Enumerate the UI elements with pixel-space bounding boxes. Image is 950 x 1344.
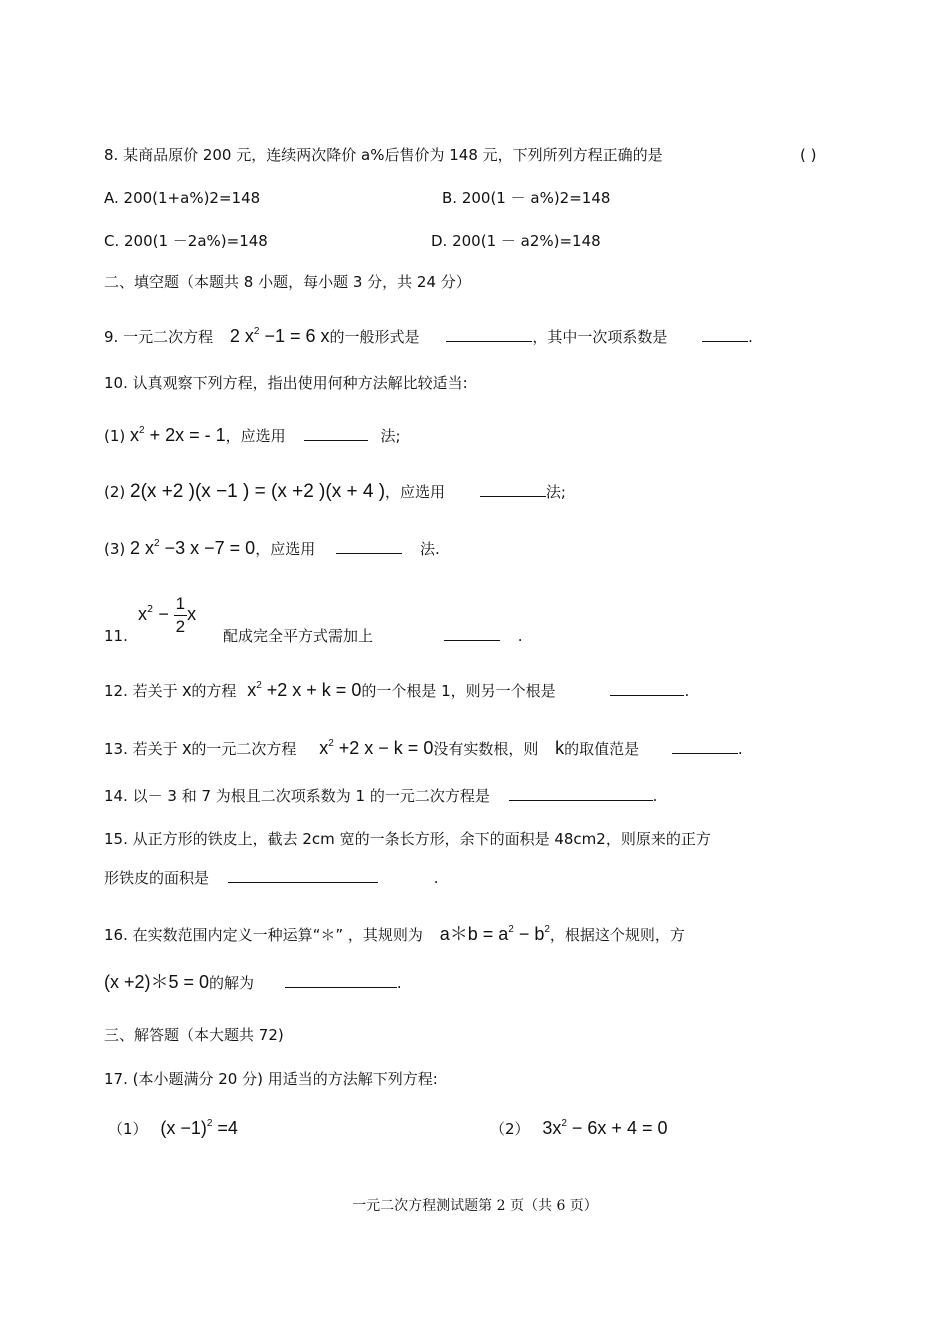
q9-text-form: 的一般形式是: [329, 328, 420, 346]
q16-text2: 的解为: [209, 974, 255, 992]
section-answer-heading: 三、解答题（本大题共 72): [104, 1026, 284, 1044]
q10-part1-end: 法;: [380, 427, 401, 445]
q11-label: 11.: [104, 627, 128, 645]
q12-label: 12. 若关于: [104, 682, 178, 700]
q16-text1: 16. 在实数范围内定义一种运算“＊” ，其规则为: [104, 926, 423, 944]
q15-line2: [104, 868, 439, 888]
q12-line: [104, 680, 689, 704]
q10-part2-equation: 2(x +2 )(x −1 ) = (x +2 )(x + 4 ): [130, 481, 386, 502]
q17-part1: [108, 1118, 238, 1142]
q10-part3-end: 法.: [419, 540, 440, 558]
q14-blank: [509, 786, 653, 801]
q9-blank-general-form: [446, 327, 532, 342]
q10-part2-end: 法;: [545, 483, 566, 501]
q10-part1-label: (1): [104, 427, 126, 445]
q9-end: .: [748, 328, 753, 346]
q17-part2-label: （2）: [490, 1120, 530, 1138]
q14-line: [104, 786, 657, 806]
q17-part1-label: （1）: [108, 1120, 148, 1138]
q10-part3-label: (3): [104, 540, 126, 558]
section-fill-blank-heading: 二、填空题（本题共 8 小题，每小题 3 分，共 24 分）: [104, 273, 471, 291]
q8-option-c: C. 200(1 －2a%)=148: [104, 232, 268, 250]
q10-stem: 10. 认真观察下列方程，指出使用何种方法解比较适当:: [104, 374, 468, 392]
q17-part1-equation: $(x -1)^2 =4$: [160, 1118, 238, 1138]
q12-end: .: [684, 682, 690, 700]
q10-part3-text: ，应选用: [255, 540, 316, 558]
q17-stem: 17. (本小题满分 20 分) 用适当的方法解下列方程:: [104, 1070, 438, 1088]
q11-text-line: [223, 626, 523, 646]
q10-part3: [104, 538, 440, 562]
q10-part3-equation: 2 $x^2 -3$ x −7 = 0: [130, 538, 256, 558]
q10-part1-text: ，应选用: [225, 427, 286, 445]
q8-stem: 8. 某商品原价 200 元，连续两次降价 a%后售价为 148 元，下列所列方程正确的是: [104, 146, 663, 164]
q16-line2: [104, 972, 402, 993]
q14-text: 14. 以－ 3 和 7 为根且二次项系数为 1 的一元二次方程是: [104, 787, 490, 805]
q15-end: .: [433, 869, 439, 887]
q12-text2: 的一个根是 1，则另一个根是: [361, 682, 556, 700]
q12-text1: 的方程: [191, 682, 237, 700]
q13-text3: 的取值范是: [564, 740, 640, 758]
q10-part3-blank: [336, 539, 402, 554]
q13-blank: [672, 739, 738, 754]
q15-text: 形铁皮的面积是: [104, 869, 210, 887]
q15-blank: [228, 868, 378, 883]
q13-line: [104, 738, 743, 762]
q16-equation: (x +2)＊5 = 0: [104, 972, 210, 992]
q13-label: 13. 若关于: [104, 740, 178, 758]
q11-end: .: [517, 627, 523, 645]
q14-end: .: [652, 787, 658, 805]
q10-part1: [104, 425, 401, 449]
q10-part2-blank: [480, 482, 546, 497]
q13-var: x: [182, 738, 192, 758]
q16-line1: [104, 924, 685, 948]
q13-var-k: k: [555, 738, 565, 758]
q11-expression: $x^2$ − $\frac{1}{2}$ x: [138, 594, 197, 636]
q11-text: 配成完全平方式需加上: [223, 627, 374, 645]
q17-part2-equation: $3x^2 - 6x + 4 = 0$: [542, 1118, 668, 1138]
q9-label: 9. 一元二次方程: [104, 328, 214, 346]
q17-part2: [490, 1118, 667, 1142]
q10-part2-text: ，应选用: [385, 483, 446, 501]
q10-part2: [104, 482, 566, 502]
q10-part1-equation: $x^2 + 2x$ = - 1: [130, 425, 226, 445]
q12-var: x: [182, 680, 192, 700]
q15-line1: 15. 从正方形的铁皮上，截去 2cm 宽的一条长方形，余下的面积是 48cm2，则原来的正方: [104, 830, 711, 848]
q11-blank: [444, 626, 500, 641]
q13-text2: 没有实数根，则: [433, 740, 539, 758]
q12-equation: $x^2 +2$ x + k = 0: [247, 680, 362, 700]
q11-fraction: $\frac{1}{2}$: [175, 594, 186, 636]
q9-line: [104, 326, 753, 350]
q8-option-a: A. 200(1+a%)2=148: [104, 189, 261, 207]
q8-answer-paren: ( ): [800, 146, 817, 164]
q16-blank: [285, 973, 397, 988]
q9-equation: 2 $x^2 -1 = 6$ x: [229, 326, 330, 346]
q16-end: .: [396, 974, 402, 992]
q13-end: .: [737, 740, 743, 758]
q8-option-d: D. 200(1 － a2%)=148: [431, 232, 601, 250]
q16-rule: a＊b = $a^2 - b^2$: [439, 924, 550, 944]
q10-part1-blank: [304, 426, 368, 441]
page-footer: 一元二次方程测试题第 2 页（共 6 页）: [352, 1198, 598, 1214]
q13-equation: $x^2 +2$ x − k = 0: [319, 738, 434, 758]
q9-text-coef: ，其中一次项系数是: [532, 328, 668, 346]
q10-part2-label: (2): [104, 483, 126, 501]
q13-text1: 的一元二次方程: [191, 740, 297, 758]
q8-option-b: B. 200(1 － a%)2=148: [442, 189, 611, 207]
q9-blank-coefficient: [702, 327, 748, 342]
q12-blank: [610, 681, 684, 696]
q16-text1-end: ，根据这个规则，方: [549, 926, 685, 944]
